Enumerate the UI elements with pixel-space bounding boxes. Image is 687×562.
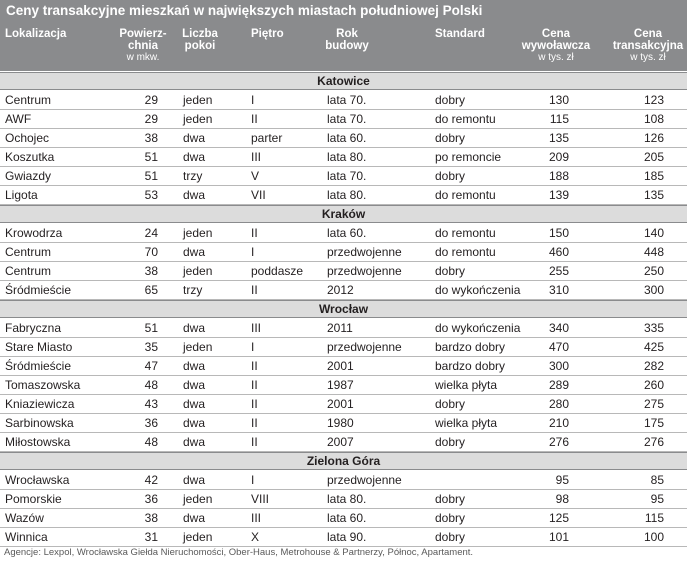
area-cell: 43 <box>144 397 158 411</box>
transaction-price-cell: 205 <box>643 150 664 164</box>
area-cell: 53 <box>144 188 158 202</box>
area-cell: 29 <box>144 112 158 126</box>
location-cell: Śródmieście <box>5 359 72 373</box>
table-row <box>0 471 687 490</box>
rooms-cell: jeden <box>183 226 213 240</box>
floor-cell: VIII <box>251 492 270 506</box>
rooms-cell: jeden <box>183 530 213 544</box>
area-cell: 36 <box>144 492 158 506</box>
location-cell: Fabryczna <box>5 321 62 335</box>
location-cell: Krowodrza <box>5 226 63 240</box>
floor-cell: I <box>251 245 255 259</box>
asking-price-cell: 340 <box>548 321 569 335</box>
transaction-price-cell: 115 <box>644 511 664 525</box>
table-row <box>0 224 687 243</box>
header-asking-price: Cena wywoławcza w tys. zł <box>521 28 591 63</box>
transaction-price-cell: 140 <box>643 226 664 240</box>
rooms-cell: dwa <box>183 416 206 430</box>
year-cell: przedwojenne <box>327 473 402 487</box>
asking-price-cell: 188 <box>548 169 569 183</box>
transaction-price-cell: 100 <box>643 530 664 544</box>
header-area: Powierz- chnia w mkw. <box>119 28 167 63</box>
floor-cell: poddasze <box>251 264 304 278</box>
transaction-price-cell: 282 <box>643 359 664 373</box>
table-row <box>0 186 687 205</box>
location-cell: Sarbinowska <box>5 416 74 430</box>
standard-cell: dobry <box>435 511 466 525</box>
year-cell: lata 70. <box>327 112 367 126</box>
header-rooms: Liczba pokoi <box>182 28 218 52</box>
rooms-cell: jeden <box>183 264 213 278</box>
location-cell: Ochojec <box>5 131 50 145</box>
floor-cell: III <box>251 321 262 335</box>
area-cell: 35 <box>144 340 158 354</box>
standard-cell: wielka płyta <box>435 378 498 392</box>
header-transaction-price: Cena transakcyjna w tys. zł <box>612 28 684 63</box>
area-cell: 51 <box>144 169 158 183</box>
header-standard: Standard <box>435 28 485 40</box>
asking-price-cell: 98 <box>555 492 569 506</box>
location-cell: Stare Miasto <box>5 340 73 354</box>
standard-cell: dobry <box>435 530 466 544</box>
year-cell: lata 80. <box>327 492 367 506</box>
location-cell: Ligota <box>5 188 38 202</box>
location-cell: Śródmieście <box>5 283 72 297</box>
standard-cell: do remontu <box>435 245 496 259</box>
table-row <box>0 110 687 129</box>
year-cell: 2011 <box>327 321 353 335</box>
table-row <box>0 148 687 167</box>
floor-cell: III <box>251 511 262 525</box>
table-row <box>0 528 687 547</box>
rooms-cell: jeden <box>183 340 213 354</box>
floor-cell: II <box>251 435 258 449</box>
city-group-header: Kraków <box>0 205 687 223</box>
asking-price-cell: 280 <box>548 397 569 411</box>
rooms-cell: dwa <box>183 131 206 145</box>
standard-cell: dobry <box>435 435 466 449</box>
location-cell: Centrum <box>5 245 52 259</box>
table-row <box>0 281 687 300</box>
rooms-cell: trzy <box>183 283 203 297</box>
year-cell: lata 60. <box>327 131 367 145</box>
transaction-price-cell: 425 <box>643 340 664 354</box>
table-row <box>0 243 687 262</box>
rooms-cell: jeden <box>183 112 213 126</box>
rooms-cell: dwa <box>183 321 206 335</box>
floor-cell: parter <box>251 131 283 145</box>
table-row <box>0 167 687 186</box>
area-cell: 47 <box>144 359 158 373</box>
standard-cell: do wykończenia <box>435 321 521 335</box>
asking-price-cell: 460 <box>548 245 569 259</box>
standard-cell: dobry <box>435 264 466 278</box>
rooms-cell: jeden <box>183 93 213 107</box>
transaction-price-cell: 448 <box>643 245 664 259</box>
table-row <box>0 509 687 528</box>
floor-cell: II <box>251 378 258 392</box>
table-row <box>0 319 687 338</box>
year-cell: przedwojenne <box>327 264 402 278</box>
asking-price-cell: 130 <box>548 93 569 107</box>
area-cell: 38 <box>144 131 158 145</box>
transaction-price-cell: 126 <box>643 131 664 145</box>
area-cell: 70 <box>144 245 158 259</box>
rooms-cell: dwa <box>183 378 206 392</box>
city-group-header: Wrocław <box>0 300 687 318</box>
floor-cell: V <box>251 169 260 183</box>
transaction-price-cell: 250 <box>643 264 664 278</box>
floor-cell: I <box>251 473 255 487</box>
standard-cell: wielka płyta <box>435 416 498 430</box>
year-cell: 2001 <box>327 397 354 411</box>
floor-cell: I <box>251 340 255 354</box>
asking-price-cell: 139 <box>548 188 569 202</box>
transaction-price-cell: 335 <box>643 321 664 335</box>
table-row <box>0 91 687 110</box>
transaction-price-cell: 95 <box>650 492 664 506</box>
standard-cell: bardzo dobry <box>435 359 506 373</box>
table-row <box>0 414 687 433</box>
floor-cell: X <box>251 530 260 544</box>
location-cell: Koszutka <box>5 150 55 164</box>
year-cell: 1987 <box>327 378 354 392</box>
area-cell: 38 <box>144 264 158 278</box>
standard-cell: do remontu <box>435 112 496 126</box>
location-cell: Centrum <box>5 93 52 107</box>
year-cell: lata 80. <box>327 150 367 164</box>
transaction-price-cell: 185 <box>643 169 664 183</box>
asking-price-cell: 289 <box>548 378 569 392</box>
location-cell: Gwiazdy <box>5 169 52 183</box>
asking-price-cell: 115 <box>549 112 569 126</box>
table-row <box>0 490 687 509</box>
rooms-cell: dwa <box>183 245 206 259</box>
year-cell: lata 60. <box>327 226 367 240</box>
transaction-price-cell: 85 <box>650 473 664 487</box>
location-cell: Tomaszowska <box>5 378 81 392</box>
rooms-cell: trzy <box>183 169 203 183</box>
year-cell: 2012 <box>327 283 354 297</box>
table-row <box>0 338 687 357</box>
transaction-price-cell: 276 <box>643 435 664 449</box>
transaction-price-cell: 260 <box>643 378 664 392</box>
transaction-price-cell: 123 <box>643 93 664 107</box>
area-cell: 48 <box>144 435 158 449</box>
area-cell: 29 <box>144 93 158 107</box>
year-cell: przedwojenne <box>327 245 402 259</box>
rooms-cell: dwa <box>183 435 206 449</box>
asking-price-cell: 101 <box>548 530 569 544</box>
floor-cell: II <box>251 397 258 411</box>
year-cell: lata 90. <box>327 530 367 544</box>
year-cell: przedwojenne <box>327 340 402 354</box>
header-floor: Piętro <box>251 28 284 40</box>
year-cell: lata 70. <box>327 169 367 183</box>
table-row <box>0 376 687 395</box>
transaction-price-cell: 135 <box>643 188 664 202</box>
floor-cell: II <box>251 416 258 430</box>
rooms-cell: jeden <box>183 492 213 506</box>
asking-price-cell: 470 <box>548 340 569 354</box>
header-location: Lokalizacja <box>5 28 67 40</box>
transaction-price-cell: 275 <box>643 397 664 411</box>
area-cell: 36 <box>144 416 158 430</box>
asking-price-cell: 125 <box>548 511 569 525</box>
asking-price-cell: 135 <box>548 131 569 145</box>
year-cell: lata 80. <box>327 188 367 202</box>
area-cell: 51 <box>144 321 158 335</box>
location-cell: Centrum <box>5 264 52 278</box>
table-row <box>0 262 687 281</box>
table-row <box>0 129 687 148</box>
floor-cell: II <box>251 112 258 126</box>
area-cell: 42 <box>144 473 158 487</box>
standard-cell: bardzo dobry <box>435 340 506 354</box>
standard-cell: dobry <box>435 397 466 411</box>
column-header-row <box>0 22 687 71</box>
location-cell: Pomorskie <box>5 492 62 506</box>
header-year: Rok budowy <box>325 28 369 52</box>
location-cell: AWF <box>5 112 32 126</box>
rooms-cell: dwa <box>183 188 206 202</box>
asking-price-cell: 300 <box>548 359 569 373</box>
year-cell: 2001 <box>327 359 354 373</box>
asking-price-cell: 209 <box>548 150 569 164</box>
standard-cell: do wykończenia <box>435 283 521 297</box>
rooms-cell: dwa <box>183 511 206 525</box>
area-cell: 48 <box>144 378 158 392</box>
transaction-price-cell: 175 <box>643 416 664 430</box>
rooms-cell: dwa <box>183 359 206 373</box>
rooms-cell: dwa <box>183 150 206 164</box>
area-cell: 65 <box>144 283 158 297</box>
asking-price-cell: 150 <box>548 226 569 240</box>
floor-cell: VII <box>251 188 266 202</box>
rooms-cell: dwa <box>183 473 206 487</box>
floor-cell: III <box>251 150 262 164</box>
asking-price-cell: 255 <box>548 264 569 278</box>
standard-cell: dobry <box>435 492 466 506</box>
area-cell: 31 <box>144 530 158 544</box>
table-title: Ceny transakcyjne mieszkań w największych miastach południowej Polski <box>0 0 687 22</box>
standard-cell: dobry <box>435 169 466 183</box>
floor-cell: II <box>251 359 258 373</box>
year-cell: lata 70. <box>327 93 367 107</box>
location-cell: Wrocławska <box>5 473 70 487</box>
location-cell: Wazów <box>5 511 44 525</box>
asking-price-cell: 95 <box>555 473 569 487</box>
area-cell: 24 <box>144 226 158 240</box>
transaction-price-cell: 300 <box>643 283 664 297</box>
city-group-header: Zielona Góra <box>0 452 687 470</box>
table-row <box>0 433 687 452</box>
sources-footnote: Agencje: Lexpol, Wrocławska Giełda Nieruchomości, Ober-Haus, Metrohouse & Partnerzy, Północ, Apartament. <box>4 547 474 558</box>
year-cell: 2007 <box>327 435 354 449</box>
asking-price-cell: 210 <box>548 416 569 430</box>
area-cell: 38 <box>144 511 158 525</box>
asking-price-cell: 276 <box>548 435 569 449</box>
city-group-header: Katowice <box>0 72 687 90</box>
table-row <box>0 357 687 376</box>
asking-price-cell: 310 <box>548 283 569 297</box>
floor-cell: II <box>251 283 258 297</box>
standard-cell: dobry <box>435 93 466 107</box>
standard-cell: dobry <box>435 131 466 145</box>
floor-cell: II <box>251 226 258 240</box>
location-cell: Miłostowska <box>5 435 71 449</box>
standard-cell: do remontu <box>435 188 496 202</box>
rooms-cell: dwa <box>183 397 206 411</box>
floor-cell: I <box>251 93 255 107</box>
standard-cell: do remontu <box>435 226 496 240</box>
location-cell: Kniaziewicza <box>5 397 75 411</box>
transaction-price-cell: 108 <box>643 112 664 126</box>
year-cell: 1980 <box>327 416 354 430</box>
area-cell: 51 <box>144 150 158 164</box>
standard-cell: po remoncie <box>435 150 502 164</box>
location-cell: Winnica <box>5 530 48 544</box>
table-row <box>0 395 687 414</box>
year-cell: lata 60. <box>327 511 367 525</box>
